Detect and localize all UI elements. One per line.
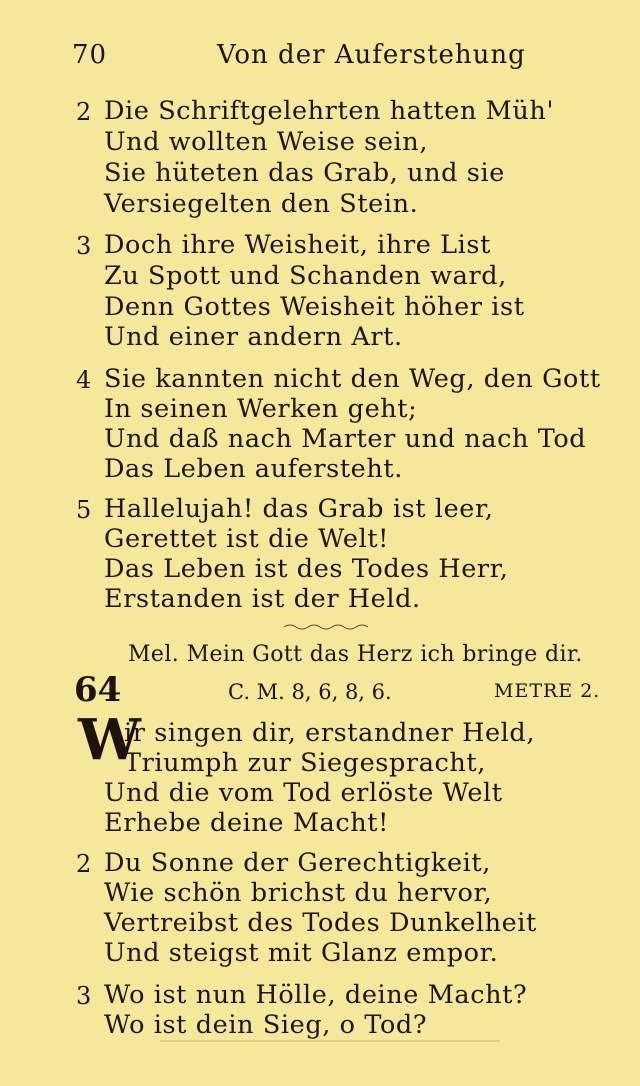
meter-name: METRE 2. <box>494 680 601 702</box>
verse-line: Erhebe deine Macht! <box>104 808 389 838</box>
verse-line: Versiegelten den Stein. <box>104 189 419 219</box>
verse-line: Doch ihre Weisheit, ihre List <box>104 230 491 260</box>
verse-line: Zu Spott und Schanden ward, <box>104 261 507 291</box>
verse-line: Denn Gottes Weisheit höher ist <box>104 292 525 322</box>
verse-line: Und einer andern Art. <box>104 322 403 352</box>
stanza-number: 3 <box>76 232 92 260</box>
verse-line: ir singen dir, erstandner Held, <box>124 718 536 748</box>
verse-line: In seinen Werken geht; <box>104 394 418 424</box>
page-header <box>72 40 602 80</box>
running-title: Von der Auferstehung <box>217 40 526 70</box>
stanza-number: 4 <box>76 366 92 394</box>
verse-line: Und steigst mit Glanz empor. <box>104 938 499 968</box>
meter: C. M. 8, 6, 8, 6. <box>228 680 392 704</box>
verse-line: Du Sonne der Gerechtigkeit, <box>104 848 491 878</box>
verse-line: Sie kannten nicht den Weg, den Gott <box>104 364 601 394</box>
verse-line: Und daß nach Marter und nach Tod <box>104 424 587 454</box>
stanza-number: 3 <box>76 982 92 1010</box>
verse-line: Gerettet ist die Welt! <box>104 524 390 554</box>
verse-line: Und die vom Tod erlöste Welt <box>104 778 503 808</box>
ornament-divider <box>282 622 374 632</box>
page-edge-shadow <box>160 1040 500 1042</box>
drop-cap: W <box>78 707 141 773</box>
verse-line: Das Leben aufersteht. <box>104 454 403 484</box>
verse-line: Die Schriftgelehrten hatten Müh' <box>104 96 555 126</box>
verse-line: Erstanden ist der Held. <box>104 584 421 614</box>
hymn-number: 64 <box>74 670 122 710</box>
page-number: 70 <box>72 40 108 70</box>
verse-line: Und wollten Weise sein, <box>104 127 429 157</box>
stanza-number: 2 <box>76 98 92 126</box>
verse-line: Hallelujah! das Grab ist leer, <box>104 494 494 524</box>
verse-line: Wie schön brichst du hervor, <box>104 878 493 908</box>
verse-line: Wo ist nun Hölle, deine Macht? <box>104 980 528 1010</box>
stanza-number: 2 <box>76 850 92 878</box>
verse-line: Vertreibst des Todes Dunkelheit <box>104 908 537 938</box>
verse-line: Das Leben ist des Todes Herr, <box>104 554 509 584</box>
verse-line: Wo ist dein Sieg, o Tod? <box>104 1010 428 1040</box>
verse-line: Sie hüteten das Grab, und sie <box>104 158 505 188</box>
melody-line: Mel. Mein Gott das Herz ich bringe dir. <box>128 642 583 667</box>
verse-line: Triumph zur Siegespracht, <box>124 748 486 778</box>
stanza-number: 5 <box>76 496 92 524</box>
